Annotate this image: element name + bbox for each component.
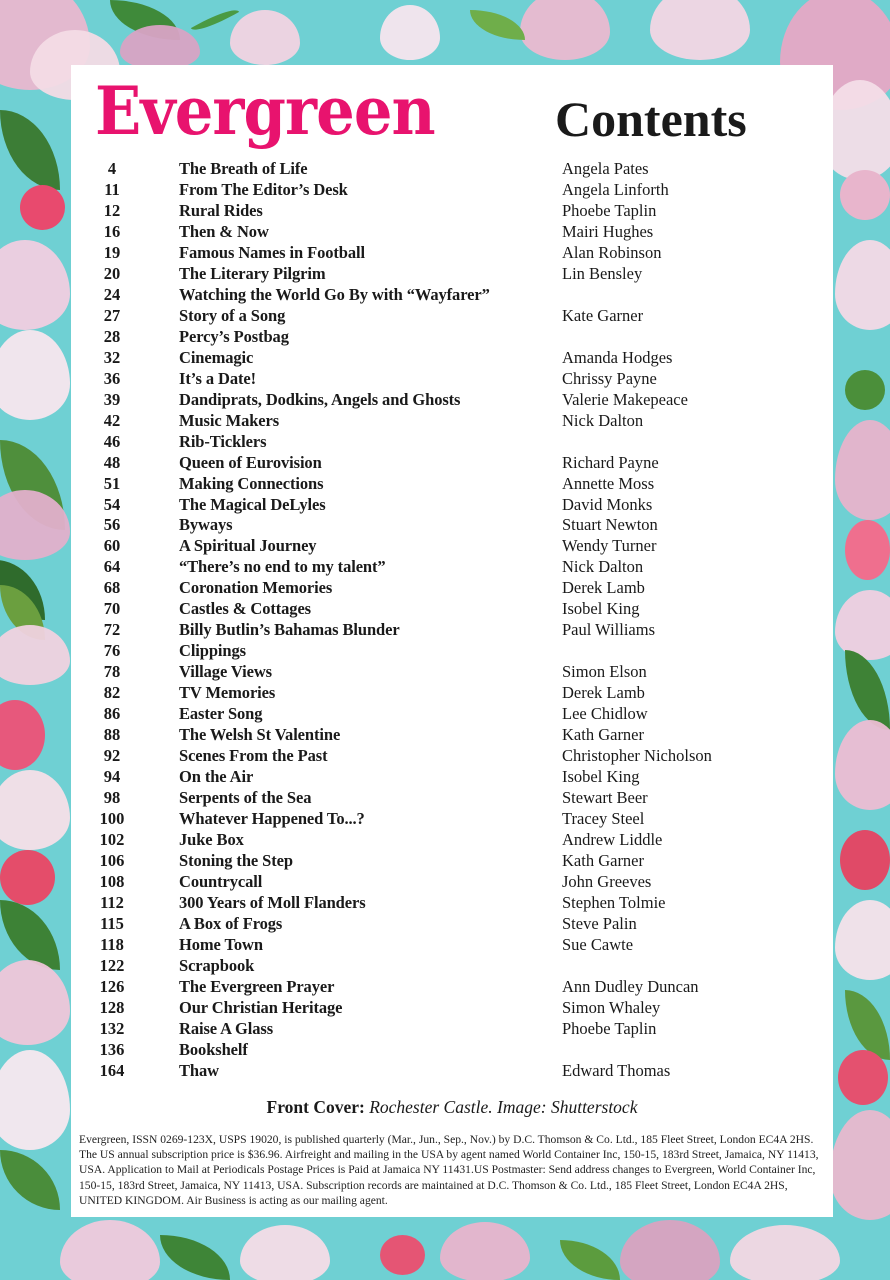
toc-author: Stewart Beer [562,788,648,808]
toc-article-title: Then & Now [179,221,269,241]
toc-article-title: Rural Rides [179,200,263,220]
toc-author: Mairi Hughes [562,221,654,241]
toc-entry [71,662,833,683]
blossom-petal-decoration [650,0,750,60]
toc-article-title: Thaw [179,1060,219,1080]
table-of-contents [71,159,833,1082]
toc-entry [71,851,833,872]
toc-page-number: 19 [103,242,121,262]
toc-author: Kate Garner [562,305,644,325]
toc-entry [71,704,833,725]
toc-article-title: Scrapbook [179,955,255,975]
blossom-petal-decoration [835,900,890,980]
toc-article-title: Clippings [179,641,246,661]
blossom-petal-decoration [520,0,610,60]
toc-page-number: 12 [103,200,121,220]
toc-page-number: 4 [107,159,117,178]
toc-entry [71,620,833,641]
toc-article-title: The Literary Pilgrim [179,263,326,283]
toc-page-number: 92 [103,746,121,766]
toc-article-title: Castles & Cottages [179,599,312,619]
toc-article-title: Coronation Memories [179,578,333,598]
blossom-bud-decoration [845,520,890,580]
toc-page-number: 102 [99,830,125,849]
toc-entry [71,369,833,390]
blossom-petal-decoration [730,1225,840,1280]
blossom-bud-decoration [845,370,885,410]
toc-entry [71,243,833,264]
toc-page-number: 136 [99,1039,125,1059]
toc-page-number: 115 [100,913,124,933]
page-title: Contents [555,91,747,147]
blossom-petal-decoration [0,625,70,685]
toc-author: Annette Moss [562,473,655,493]
toc-author: Amanda Hodges [562,347,673,367]
toc-article-title: From The Editor’s Desk [179,179,348,199]
contents-panel [71,65,833,1217]
blossom-bud-decoration [0,850,55,905]
toc-entry [71,830,833,851]
toc-page-number: 16 [103,221,121,241]
toc-entry [71,348,833,369]
blossom-petal-decoration [0,240,70,330]
toc-entry [71,893,833,914]
toc-entry [71,474,833,495]
magazine-logo: Evergreen [95,72,435,150]
leaf-decoration [560,1240,620,1280]
toc-article-title: Dandiprats, Dodkins, Angels and Ghosts [179,389,461,409]
toc-page-number: 46 [103,431,121,451]
toc-author: Alan Robinson [562,242,662,262]
toc-page-number: 24 [103,284,121,304]
toc-author: Nick Dalton [562,410,644,430]
toc-entry [71,432,833,453]
toc-entry [71,914,833,935]
toc-entry [71,578,833,599]
toc-entry [71,872,833,893]
toc-page-number: 54 [103,494,121,514]
toc-article-title: The Magical DeLyles [179,494,326,514]
toc-entry [71,222,833,243]
toc-author: Simon Elson [562,662,647,682]
toc-page-number: 56 [103,515,121,535]
toc-page-number: 82 [103,683,121,703]
toc-author: Ann Dudley Duncan [562,976,699,996]
toc-article-title: The Welsh St Valentine [179,725,341,745]
toc-author: Phoebe Taplin [562,200,657,220]
toc-author: Angela Linforth [562,179,669,199]
toc-page-number: 20 [103,263,121,283]
toc-entry [71,641,833,662]
toc-article-title: Watching the World Go By with “Wayfarer” [179,284,490,304]
leaf-decoration [845,650,890,730]
blossom-petal-decoration [835,420,890,520]
toc-page-number: 51 [103,473,121,493]
toc-entry [71,327,833,348]
toc-author: Simon Whaley [562,997,661,1017]
toc-author: Andrew Liddle [562,830,663,849]
toc-article-title: Easter Song [179,704,263,724]
toc-article-title: Billy Butlin’s Bahamas Blunder [179,620,400,640]
toc-article-title: Queen of Eurovision [179,452,322,472]
toc-page-number: 94 [103,767,121,787]
toc-entry [71,998,833,1019]
toc-author: Angela Pates [562,159,649,178]
toc-article-title: Serpents of the Sea [179,788,312,808]
toc-page-number: 122 [99,955,125,975]
leaf-decoration [0,1150,60,1210]
toc-page-number: 108 [99,871,125,891]
toc-article-title: Bookshelf [179,1039,248,1059]
toc-author: David Monks [562,494,653,514]
toc-page-number: 112 [100,892,124,912]
toc-article-title: Rib-Ticklers [179,431,267,451]
toc-author: Steve Palin [562,913,637,933]
blossom-petal-decoration [380,5,440,60]
toc-page-number: 28 [103,326,121,346]
publication-imprint: Evergreen, ISSN 0269-123X, USPS 19020, is published quarterly (Mar., Jun., Sep., Nov.) by D.C. Thomson & Co. Ltd., 185 Fleet Street, London EC4A 2HS. The US annual subscription price is $36.96. Airfreight and mailing in the USA by agent named World Container Inc, 150-15, 183rd Street, Jamaica, NY 11413, USA. Application to Mail at Periodicals Postage Prices is Paid at Jamaica NY 11431.US Postmaster: Send address changes to Evergreen, World Container Inc, 150-15, 183rd Street, Jamaica, NY 11413, USA. Subscription records are maintained at D.C. Thomson & Co. Ltd., 185 Fleet Street, London EC4A 2HS, UNITED KINGDOM. Air Business is acting as our mailing agent. [79,1133,819,1207]
blossom-petal-decoration [830,1110,890,1220]
toc-page-number: 11 [104,179,120,199]
toc-article-title: On the Air [179,767,254,787]
toc-entry [71,767,833,788]
toc-author: Nick Dalton [562,557,644,577]
toc-page-number: 132 [99,1018,125,1038]
toc-page-number: 72 [103,620,121,640]
blossom-petal-decoration [835,590,890,660]
toc-author: Lin Bensley [562,263,643,283]
toc-entry [71,746,833,767]
blossom-petal-decoration [0,330,70,420]
leaf-decoration [160,1235,230,1280]
toc-article-title: Byways [179,515,233,535]
toc-author: Valerie Makepeace [562,389,688,409]
toc-entry [71,809,833,830]
toc-entry [71,495,833,516]
toc-article-title: It’s a Date! [179,368,256,388]
toc-author: Richard Payne [562,452,659,472]
blossom-bud-decoration [840,170,890,220]
blossom-petal-decoration [0,1050,70,1150]
toc-article-title: Making Connections [179,473,324,493]
toc-author: Paul Williams [562,620,655,640]
toc-entry [71,599,833,620]
front-cover-credit [71,1096,833,1118]
toc-article-title: Whatever Happened To...? [179,809,365,829]
toc-page-number: 42 [103,410,121,430]
toc-article-title: “There’s no end to my talent” [179,557,386,577]
toc-entry [71,977,833,998]
toc-author: Sue Cawte [562,934,634,954]
toc-author: Edward Thomas [562,1060,671,1080]
toc-page-number: 106 [99,850,125,870]
blossom-petal-decoration [240,1225,330,1280]
toc-page-number: 36 [103,368,121,388]
toc-article-title: Scenes From the Past [179,746,328,766]
blossom-petal-decoration [440,1222,530,1280]
toc-entry [71,1040,833,1061]
toc-page-number: 76 [103,641,121,661]
toc-entry [71,935,833,956]
toc-entry [71,536,833,557]
toc-author: Wendy Turner [562,536,657,556]
toc-entry [71,453,833,474]
toc-author: Stephen Tolmie [562,892,666,912]
toc-article-title: 300 Years of Moll Flanders [179,892,366,912]
toc-author: Isobel King [562,767,640,787]
toc-page-number: 64 [103,557,121,577]
blossom-bud-decoration [840,830,890,890]
toc-author: Lee Chidlow [562,704,648,724]
toc-author: Derek Lamb [562,683,645,703]
toc-page-number: 39 [103,389,121,409]
toc-entry [71,264,833,285]
toc-article-title: Stoning the Step [179,850,293,870]
toc-author: Chrissy Payne [562,368,657,388]
blossom-petal-decoration [0,960,70,1045]
toc-author: Christopher Nicholson [562,746,712,766]
front-cover-label: Front Cover: [266,1097,365,1117]
toc-page-number: 60 [103,536,121,556]
toc-author: Kath Garner [562,725,645,745]
toc-article-title: Countrycall [179,871,263,891]
leaf-decoration [470,10,525,40]
toc-page-number: 32 [103,347,121,367]
toc-entry [71,390,833,411]
blossom-petal-decoration [835,240,890,330]
blossom-bud-decoration [380,1235,425,1275]
leaf-decoration [0,110,60,190]
toc-entry [71,201,833,222]
blossom-petal-decoration [120,25,200,70]
blossom-bud-decoration [838,1050,888,1105]
blossom-bud-decoration [20,185,65,230]
toc-page-number: 86 [103,704,121,724]
toc-article-title: A Box of Frogs [179,913,283,933]
toc-page-number: 126 [99,976,125,996]
blossom-petal-decoration [60,1220,160,1280]
toc-page-number: 164 [99,1060,125,1080]
toc-entry [71,515,833,536]
toc-page-number: 88 [103,725,121,745]
blossom-petal-decoration [230,10,300,65]
toc-article-title: Cinemagic [179,347,254,367]
toc-page-number: 70 [103,599,121,619]
toc-page-number: 118 [100,934,124,954]
toc-article-title: Percy’s Postbag [179,326,289,346]
toc-entry [71,725,833,746]
toc-article-title: Our Christian Heritage [179,997,343,1017]
toc-entry [71,557,833,578]
blossom-petal-decoration [620,1220,720,1280]
toc-page-number: 78 [103,662,121,682]
toc-article-title: Famous Names in Football [179,242,365,262]
toc-entry [71,956,833,977]
toc-article-title: Music Makers [179,410,280,430]
toc-entry [71,1019,833,1040]
toc-entry [71,1061,833,1082]
toc-author: Tracey Steel [562,809,645,829]
toc-article-title: A Spiritual Journey [179,536,317,556]
toc-entry [71,285,833,306]
toc-article-title: Home Town [179,934,263,954]
toc-entry [71,180,833,201]
toc-author: Isobel King [562,599,640,619]
toc-article-title: Village Views [179,662,272,682]
toc-entry [71,159,833,180]
toc-page-number: 100 [99,809,125,829]
toc-page-number: 27 [103,305,121,325]
toc-article-title: The Evergreen Prayer [179,976,335,996]
toc-page-number: 98 [103,788,121,808]
toc-entry [71,306,833,327]
toc-page-number: 48 [103,452,121,472]
toc-article-title: Story of a Song [179,305,286,325]
toc-author: Kath Garner [562,850,645,870]
toc-article-title: Juke Box [179,830,244,849]
blossom-bud-decoration [0,700,45,770]
toc-article-title: TV Memories [179,683,276,703]
blossom-petal-decoration [0,770,70,850]
toc-author: John Greeves [562,871,652,891]
toc-page-number: 68 [103,578,121,598]
toc-entry [71,683,833,704]
toc-article-title: Raise A Glass [179,1018,274,1038]
toc-entry [71,788,833,809]
toc-page-number: 128 [99,997,125,1017]
front-cover-caption: Rochester Castle. Image: Shutterstock [364,1097,638,1117]
toc-author: Derek Lamb [562,578,645,598]
toc-author: Phoebe Taplin [562,1018,657,1038]
blossom-petal-decoration [835,720,890,810]
toc-article-title: The Breath of Life [179,159,308,178]
toc-entry [71,411,833,432]
toc-author: Stuart Newton [562,515,658,535]
